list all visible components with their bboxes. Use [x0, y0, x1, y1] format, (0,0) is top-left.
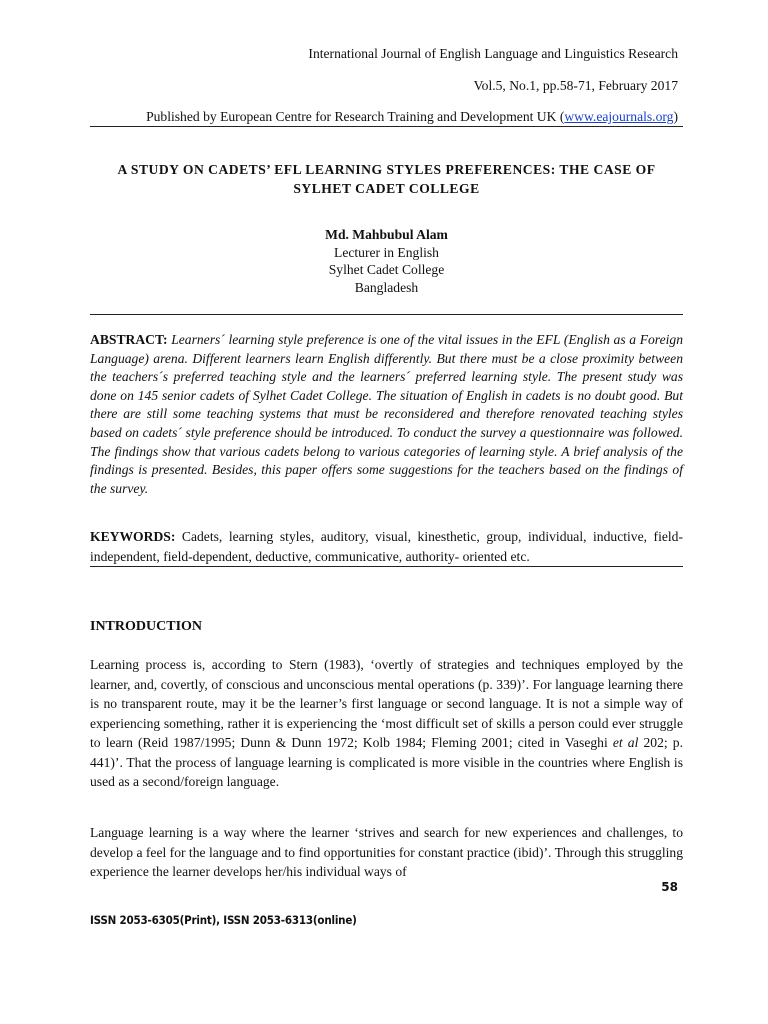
author-institution: Sylhet Cadet College [328, 262, 445, 277]
publisher-suffix: ) [673, 109, 678, 124]
paragraph-1-italic: et al [612, 735, 639, 750]
paragraph-1-text-a: Learning process is, according to Stern (1983), ‘overtly of strategies and techniques employed by the learner, and, covertly, of conscious and unconscious mental operations (p. 339)’. For language learning there is no transparent route, may it be the learner’s first language or second language. It is not a simple way of experiencing something, rather it is experiencing the ‘most difficult set of skills a person could ever struggle to learn (Reid 1987/1995; Dunn & Dunn 1972; Kolb 1984; Fleming 2001; cited in Vaseghi [90, 657, 683, 750]
publisher-prefix: Published by European Centre for Research Training and Development UK ( [146, 109, 565, 124]
abstract-label: ABSTRACT: [90, 332, 168, 347]
author-country: Bangladesh [354, 279, 419, 295]
page-number: 58 [661, 880, 678, 894]
issn-footer: ISSN 2053-6305(Print), ISSN 2053-6313(online) [90, 913, 357, 927]
keywords [90, 527, 683, 567]
volume-info: Vol.5, No.1, pp.58-71, February 2017 [473, 78, 678, 93]
author-block [90, 226, 683, 296]
keywords-divider [90, 566, 683, 567]
paper-title-line-1: A STUDY ON CADETS’ EFL LEARNING STYLES PREFERENCES: THE CASE OF [117, 162, 656, 177]
abstract-text: Learners´ learning style preference is one of the vital issues in the EFL (English as a Foreign Language) arena. Different learners learn English differently. But there must be a close proximity between the teachers´s preferred teaching style and the learners´ preferred learning style. The present study was done on 145 senior cadets of Sylhet Cadet College. The situation of English in cadets is no doubt good. But there are still some teaching systems that must be reconsidered and therefore renovated teaching styles based on cadets´ style preference should be introduced. To conduct the survey a questionnaire was followed. The findings show that various cadets belong to various categories of learning style. A brief analysis of the findings is presented. Besides, this paper offers some suggestions for the teachers based on the findings of the survey. [90, 332, 683, 496]
publisher-line [146, 109, 678, 125]
journal-website-link[interactable]: www.eajournals.org [564, 109, 674, 124]
header-divider [90, 126, 683, 127]
paragraph-1-text-b: 202; p. 441)’. That the process of language learning is complicated is more visible in the countries where English is used as a second/foreign language. [90, 735, 683, 789]
introduction-heading: INTRODUCTION [90, 619, 203, 634]
abstract [90, 331, 683, 498]
journal-name: International Journal of English Language and Linguistics Research [308, 46, 678, 61]
introduction-paragraph-2: Language learning is a way where the learner ‘strives and search for new experiences and challenges, to develop a feel for the language and to find opportunities for constant practice (ibid)’. Through this struggling experience the learner develops her/his individual ways of [90, 825, 683, 879]
author-name: Md. Mahbubul Alam [325, 227, 448, 242]
keywords-text: Cadets, learning styles, auditory, visual, kinesthetic, group, individual, inductive, field-independent, field-dependent, deductive, communicative, authority- oriented etc. [90, 529, 683, 564]
paper-title-line-2: SYLHET CADET COLLEGE [293, 181, 480, 196]
keywords-label: KEYWORDS: [90, 529, 176, 544]
paper-title [90, 160, 683, 198]
author-position: Lecturer in English [334, 244, 439, 260]
introduction-paragraph-1 [90, 655, 683, 792]
author-divider [90, 314, 683, 315]
